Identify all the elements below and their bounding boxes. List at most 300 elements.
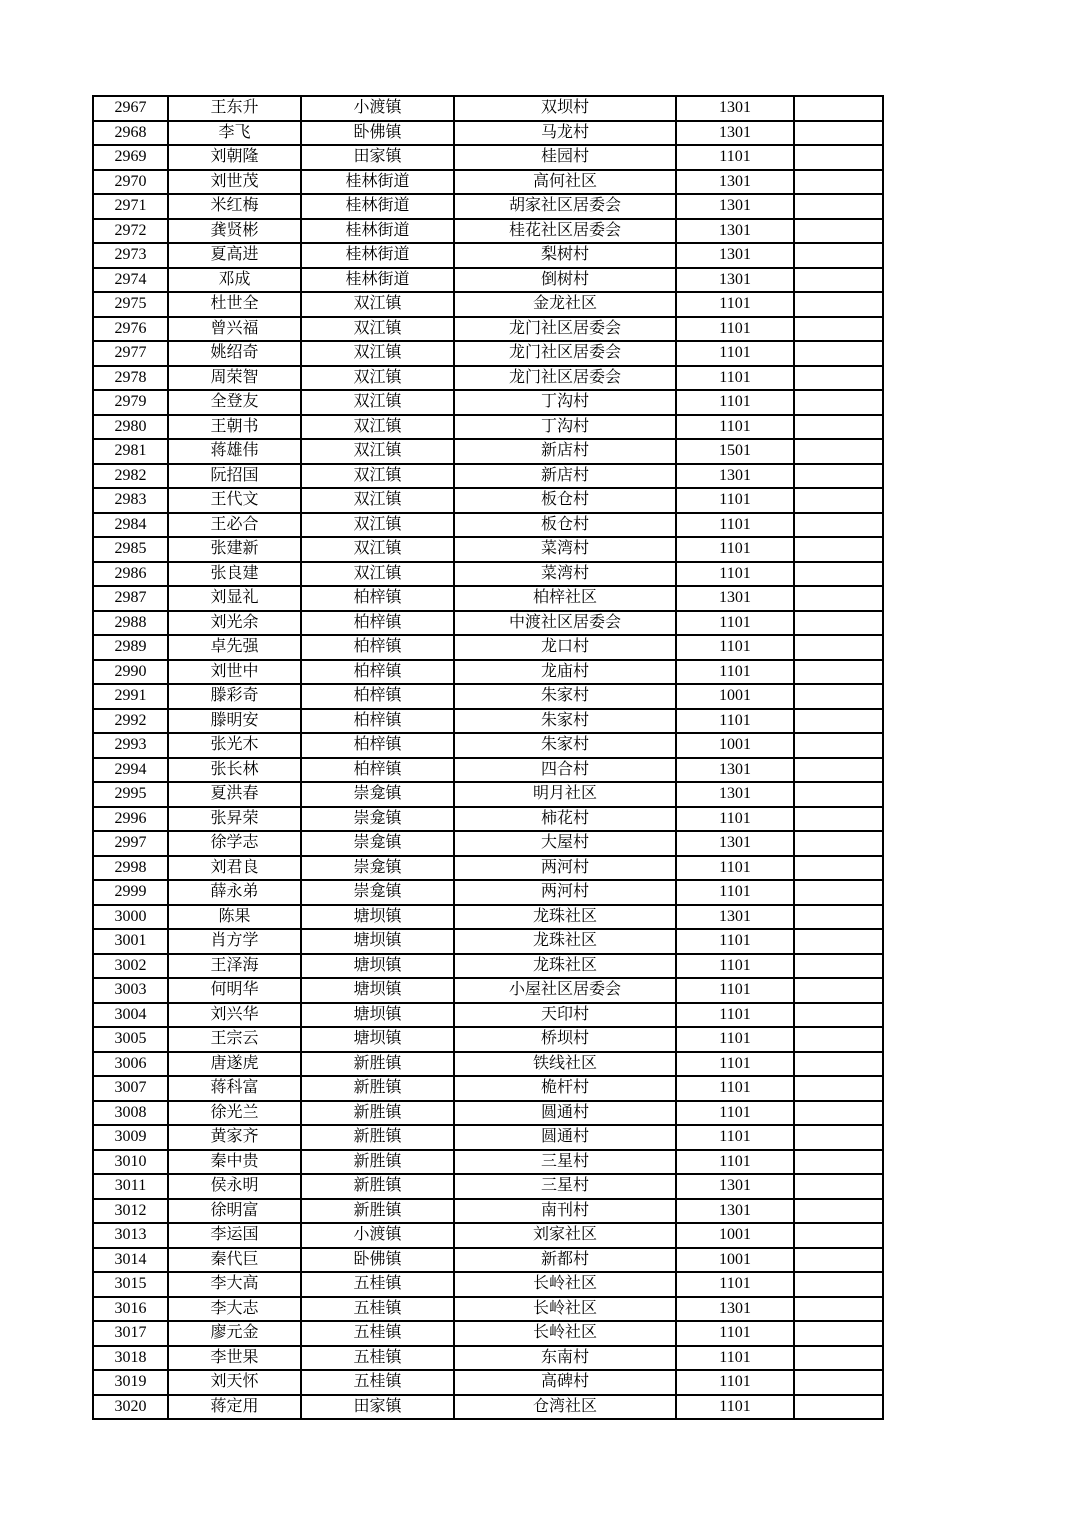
table-cell: 1301 [676, 96, 794, 121]
table-cell [794, 709, 883, 734]
table-cell: 塘坝镇 [301, 1027, 454, 1052]
table-row [93, 145, 883, 170]
table-cell: 柿花村 [454, 807, 676, 832]
table-cell: 1301 [676, 194, 794, 219]
table-cell: 黄家齐 [168, 1125, 301, 1150]
table-cell: 龙口村 [454, 635, 676, 660]
table-row [93, 170, 883, 195]
table-cell: 2986 [93, 562, 168, 587]
table-cell: 3004 [93, 1003, 168, 1028]
table-cell: 2992 [93, 709, 168, 734]
table-row [93, 537, 883, 562]
table-cell: 新店村 [454, 439, 676, 464]
table-row [93, 415, 883, 440]
table-cell [794, 758, 883, 783]
table-cell: 新胜镇 [301, 1101, 454, 1126]
table-cell: 双江镇 [301, 562, 454, 587]
table-cell: 3008 [93, 1101, 168, 1126]
table-cell: 新胜镇 [301, 1052, 454, 1077]
table-cell: 3006 [93, 1052, 168, 1077]
table-cell: 2987 [93, 586, 168, 611]
table-cell: 3019 [93, 1370, 168, 1395]
table-cell: 3005 [93, 1027, 168, 1052]
table-cell: 双江镇 [301, 513, 454, 538]
table-cell: 桂林街道 [301, 170, 454, 195]
table-cell: 高何社区 [454, 170, 676, 195]
table-cell: 刘君良 [168, 856, 301, 881]
table-cell: 1301 [676, 268, 794, 293]
table-cell: 1301 [676, 905, 794, 930]
table-cell: 仓湾社区 [454, 1395, 676, 1420]
table-cell: 五桂镇 [301, 1346, 454, 1371]
table-cell: 肖方学 [168, 929, 301, 954]
table-cell: 刘家社区 [454, 1223, 676, 1248]
table-cell: 菜湾村 [454, 562, 676, 587]
table-cell [794, 1150, 883, 1175]
table-cell: 三星村 [454, 1150, 676, 1175]
table-cell: 张长林 [168, 758, 301, 783]
table-cell: 3013 [93, 1223, 168, 1248]
table-cell: 桂园村 [454, 145, 676, 170]
table-cell: 圆通村 [454, 1125, 676, 1150]
table-cell: 2980 [93, 415, 168, 440]
table-cell: 1301 [676, 1297, 794, 1322]
table-cell [794, 390, 883, 415]
table-cell: 2984 [93, 513, 168, 538]
table-cell: 张昇荣 [168, 807, 301, 832]
table-cell [794, 170, 883, 195]
table-cell: 中渡社区居委会 [454, 611, 676, 636]
table-row [93, 390, 883, 415]
table-cell: 五桂镇 [301, 1370, 454, 1395]
table-cell [794, 292, 883, 317]
table-cell: 徐明富 [168, 1199, 301, 1224]
table-cell: 田家镇 [301, 1395, 454, 1420]
table-cell: 卧佛镇 [301, 121, 454, 146]
table-cell [794, 1125, 883, 1150]
table-cell: 朱家村 [454, 709, 676, 734]
table-cell: 王朝书 [168, 415, 301, 440]
table-cell: 新店村 [454, 464, 676, 489]
table-cell [794, 1370, 883, 1395]
table-row [93, 1248, 883, 1273]
table-row [93, 684, 883, 709]
table-cell: 新胜镇 [301, 1174, 454, 1199]
table-cell: 2994 [93, 758, 168, 783]
table-cell: 1101 [676, 537, 794, 562]
table-cell: 2977 [93, 341, 168, 366]
table-cell: 金龙社区 [454, 292, 676, 317]
table-cell: 夏洪春 [168, 782, 301, 807]
table-row [93, 1150, 883, 1175]
table-cell: 2970 [93, 170, 168, 195]
table-cell: 李运国 [168, 1223, 301, 1248]
table-cell: 五桂镇 [301, 1272, 454, 1297]
table-cell: 1301 [676, 243, 794, 268]
table-cell: 3018 [93, 1346, 168, 1371]
table-cell: 侯永明 [168, 1174, 301, 1199]
table-cell: 1501 [676, 439, 794, 464]
table-cell: 唐遂虎 [168, 1052, 301, 1077]
table-cell: 2972 [93, 219, 168, 244]
table-cell [794, 366, 883, 391]
table-cell: 桂林街道 [301, 243, 454, 268]
table-row [93, 488, 883, 513]
table-cell: 长岭社区 [454, 1297, 676, 1322]
table-cell: 东南村 [454, 1346, 676, 1371]
table-cell [794, 880, 883, 905]
table-cell: 新都村 [454, 1248, 676, 1273]
table-row [93, 439, 883, 464]
table-cell: 马龙村 [454, 121, 676, 146]
table-cell: 五桂镇 [301, 1321, 454, 1346]
table-cell: 刘世茂 [168, 170, 301, 195]
table-cell: 1301 [676, 121, 794, 146]
table-cell: 柏梓社区 [454, 586, 676, 611]
table-row [93, 1272, 883, 1297]
table-cell: 薛永弟 [168, 880, 301, 905]
table-cell: 1101 [676, 1321, 794, 1346]
table-cell: 1101 [676, 317, 794, 342]
table-cell [794, 537, 883, 562]
table-cell [794, 194, 883, 219]
table-cell: 2998 [93, 856, 168, 881]
table-cell: 蒋科富 [168, 1076, 301, 1101]
table-cell: 板仓村 [454, 488, 676, 513]
table-cell: 1301 [676, 586, 794, 611]
table-cell [794, 121, 883, 146]
table-cell: 柏梓镇 [301, 611, 454, 636]
table-cell: 2999 [93, 880, 168, 905]
table-cell: 1101 [676, 880, 794, 905]
table-cell: 1301 [676, 1199, 794, 1224]
table-row [93, 268, 883, 293]
table-cell: 丁沟村 [454, 415, 676, 440]
table-cell [794, 439, 883, 464]
table-cell: 1301 [676, 758, 794, 783]
table-cell: 王东升 [168, 96, 301, 121]
table-cell: 三星村 [454, 1174, 676, 1199]
table-cell: 刘朝隆 [168, 145, 301, 170]
table-cell: 1001 [676, 684, 794, 709]
table-cell: 2985 [93, 537, 168, 562]
table-cell: 1101 [676, 611, 794, 636]
table-cell: 1101 [676, 1346, 794, 1371]
table-cell: 1101 [676, 562, 794, 587]
table-cell: 徐光兰 [168, 1101, 301, 1126]
table-cell: 1101 [676, 341, 794, 366]
table-cell: 曾兴福 [168, 317, 301, 342]
table-row [93, 929, 883, 954]
table-cell: 米红梅 [168, 194, 301, 219]
table-cell: 倒树村 [454, 268, 676, 293]
table-row [93, 317, 883, 342]
table-cell: 双坝村 [454, 96, 676, 121]
table-row [93, 758, 883, 783]
table-cell: 双江镇 [301, 341, 454, 366]
table-cell: 塘坝镇 [301, 929, 454, 954]
table-cell: 刘光余 [168, 611, 301, 636]
table-cell [794, 586, 883, 611]
table-cell: 3015 [93, 1272, 168, 1297]
table-row [93, 1174, 883, 1199]
table-cell: 2996 [93, 807, 168, 832]
table-row [93, 1395, 883, 1420]
table-cell: 2988 [93, 611, 168, 636]
table-body [93, 96, 883, 1419]
table-cell: 1301 [676, 170, 794, 195]
table-cell: 1101 [676, 1370, 794, 1395]
table-cell: 刘显礼 [168, 586, 301, 611]
table-cell: 3017 [93, 1321, 168, 1346]
table-cell: 双江镇 [301, 537, 454, 562]
table-row [93, 513, 883, 538]
table-cell: 龙珠社区 [454, 954, 676, 979]
table-cell: 廖元金 [168, 1321, 301, 1346]
table-cell: 两河村 [454, 880, 676, 905]
table-cell [794, 1346, 883, 1371]
table-row [93, 978, 883, 1003]
table-cell: 柏梓镇 [301, 660, 454, 685]
table-cell: 塘坝镇 [301, 905, 454, 930]
table-cell: 1301 [676, 219, 794, 244]
table-cell: 1101 [676, 488, 794, 513]
table-cell: 全登友 [168, 390, 301, 415]
table-cell [794, 831, 883, 856]
table-cell: 2973 [93, 243, 168, 268]
table-cell: 蒋雄伟 [168, 439, 301, 464]
table-cell: 1101 [676, 1125, 794, 1150]
table-cell: 桂花社区居委会 [454, 219, 676, 244]
table-cell: 桅杆村 [454, 1076, 676, 1101]
table-cell: 1101 [676, 513, 794, 538]
table-cell: 1101 [676, 856, 794, 881]
table-cell: 桂林街道 [301, 219, 454, 244]
roster-table [92, 95, 884, 1420]
table-cell: 张良建 [168, 562, 301, 587]
table-cell: 王泽海 [168, 954, 301, 979]
table-cell: 2969 [93, 145, 168, 170]
table-cell: 小渡镇 [301, 96, 454, 121]
table-cell [794, 268, 883, 293]
table-row [93, 1101, 883, 1126]
table-cell [794, 317, 883, 342]
table-cell: 柏梓镇 [301, 709, 454, 734]
table-cell: 李飞 [168, 121, 301, 146]
table-cell [794, 464, 883, 489]
table-cell: 1101 [676, 1003, 794, 1028]
table-cell: 3016 [93, 1297, 168, 1322]
table-cell: 1101 [676, 709, 794, 734]
table-cell: 3009 [93, 1125, 168, 1150]
table-cell [794, 145, 883, 170]
table-cell: 2976 [93, 317, 168, 342]
table-cell: 1101 [676, 1027, 794, 1052]
table-cell [794, 807, 883, 832]
table-cell [794, 488, 883, 513]
table-cell: 滕明安 [168, 709, 301, 734]
table-cell: 柏梓镇 [301, 684, 454, 709]
table-cell: 柏梓镇 [301, 586, 454, 611]
table-cell: 1101 [676, 807, 794, 832]
table-cell: 3010 [93, 1150, 168, 1175]
table-cell [794, 1321, 883, 1346]
table-cell [794, 1248, 883, 1273]
table-cell: 1101 [676, 292, 794, 317]
table-cell: 双江镇 [301, 366, 454, 391]
table-cell: 1001 [676, 1223, 794, 1248]
table-cell: 2991 [93, 684, 168, 709]
table-cell: 刘天怀 [168, 1370, 301, 1395]
table-cell: 长岭社区 [454, 1272, 676, 1297]
table-row [93, 880, 883, 905]
table-row [93, 366, 883, 391]
table-cell: 双江镇 [301, 317, 454, 342]
table-cell: 胡家社区居委会 [454, 194, 676, 219]
table-cell: 1101 [676, 145, 794, 170]
table-cell [794, 96, 883, 121]
table-cell [794, 978, 883, 1003]
table-row [93, 1125, 883, 1150]
table-cell: 卓先强 [168, 635, 301, 660]
table-cell: 3020 [93, 1395, 168, 1420]
table-row [93, 1223, 883, 1248]
table-cell [794, 1003, 883, 1028]
table-cell: 双江镇 [301, 464, 454, 489]
table-cell: 3002 [93, 954, 168, 979]
table-row [93, 1052, 883, 1077]
table-cell: 2971 [93, 194, 168, 219]
table-row [93, 1027, 883, 1052]
table-cell [794, 1101, 883, 1126]
table-cell: 桂林街道 [301, 194, 454, 219]
table-row [93, 292, 883, 317]
table-cell: 圆通村 [454, 1101, 676, 1126]
table-cell: 杜世全 [168, 292, 301, 317]
table-cell [794, 635, 883, 660]
table-cell: 2967 [93, 96, 168, 121]
table-cell: 3003 [93, 978, 168, 1003]
table-cell [794, 1174, 883, 1199]
table-row [93, 1003, 883, 1028]
table-cell: 1101 [676, 978, 794, 1003]
table-cell: 滕彩奇 [168, 684, 301, 709]
table-row [93, 1199, 883, 1224]
table-cell: 龙珠社区 [454, 905, 676, 930]
table-cell: 双江镇 [301, 390, 454, 415]
table-cell: 张建新 [168, 537, 301, 562]
table-cell: 王宗云 [168, 1027, 301, 1052]
table-cell: 2979 [93, 390, 168, 415]
table-cell: 龙门社区居委会 [454, 341, 676, 366]
table-cell: 塘坝镇 [301, 1003, 454, 1028]
table-cell: 1101 [676, 954, 794, 979]
table-cell [794, 1199, 883, 1224]
table-row [93, 954, 883, 979]
table-cell: 塘坝镇 [301, 978, 454, 1003]
table-cell: 1101 [676, 1101, 794, 1126]
table-row [93, 709, 883, 734]
table-cell: 1101 [676, 1395, 794, 1420]
table-cell [794, 219, 883, 244]
table-cell: 1101 [676, 390, 794, 415]
table-cell [794, 1395, 883, 1420]
table-row [93, 243, 883, 268]
table-cell: 刘世中 [168, 660, 301, 685]
table-cell: 陈果 [168, 905, 301, 930]
table-cell [794, 782, 883, 807]
table-row [93, 341, 883, 366]
table-cell: 1101 [676, 415, 794, 440]
table-cell: 新胜镇 [301, 1125, 454, 1150]
table-cell: 王必合 [168, 513, 301, 538]
table-cell: 何明华 [168, 978, 301, 1003]
table-cell: 3001 [93, 929, 168, 954]
table-cell: 阮招国 [168, 464, 301, 489]
table-cell: 蒋定用 [168, 1395, 301, 1420]
table-row [93, 831, 883, 856]
table-cell: 2968 [93, 121, 168, 146]
table-cell: 李大高 [168, 1272, 301, 1297]
table-cell: 1301 [676, 1174, 794, 1199]
table-cell: 明月社区 [454, 782, 676, 807]
table-cell [794, 415, 883, 440]
table-cell: 李大志 [168, 1297, 301, 1322]
table-row [93, 1370, 883, 1395]
table-cell [794, 1223, 883, 1248]
table-cell: 崇龛镇 [301, 782, 454, 807]
table-row [93, 635, 883, 660]
table-row [93, 194, 883, 219]
table-cell [794, 1076, 883, 1101]
table-cell: 崇龛镇 [301, 856, 454, 881]
table-cell: 南刊村 [454, 1199, 676, 1224]
table-cell [794, 1027, 883, 1052]
table-row [93, 586, 883, 611]
table-row [93, 219, 883, 244]
table-cell: 新胜镇 [301, 1150, 454, 1175]
table-cell: 周荣智 [168, 366, 301, 391]
table-cell: 四合村 [454, 758, 676, 783]
table-cell: 龙门社区居委会 [454, 317, 676, 342]
table-cell: 板仓村 [454, 513, 676, 538]
table-cell: 小渡镇 [301, 1223, 454, 1248]
table-cell: 1001 [676, 1248, 794, 1273]
table-cell [794, 341, 883, 366]
table-cell: 2974 [93, 268, 168, 293]
table-cell: 1101 [676, 1076, 794, 1101]
table-row [93, 733, 883, 758]
table-row [93, 611, 883, 636]
table-row [93, 1076, 883, 1101]
table-cell: 秦代巨 [168, 1248, 301, 1273]
table-cell: 小屋社区居委会 [454, 978, 676, 1003]
table-cell: 邓成 [168, 268, 301, 293]
table-cell: 3014 [93, 1248, 168, 1273]
table-cell: 1101 [676, 635, 794, 660]
table-cell: 2997 [93, 831, 168, 856]
table-row [93, 807, 883, 832]
table-cell [794, 905, 883, 930]
table-cell: 2981 [93, 439, 168, 464]
table-cell: 柏梓镇 [301, 758, 454, 783]
table-cell: 崇龛镇 [301, 831, 454, 856]
table-cell: 2982 [93, 464, 168, 489]
table-cell: 新胜镇 [301, 1076, 454, 1101]
table-cell: 卧佛镇 [301, 1248, 454, 1273]
table-cell [794, 513, 883, 538]
table-row [93, 121, 883, 146]
